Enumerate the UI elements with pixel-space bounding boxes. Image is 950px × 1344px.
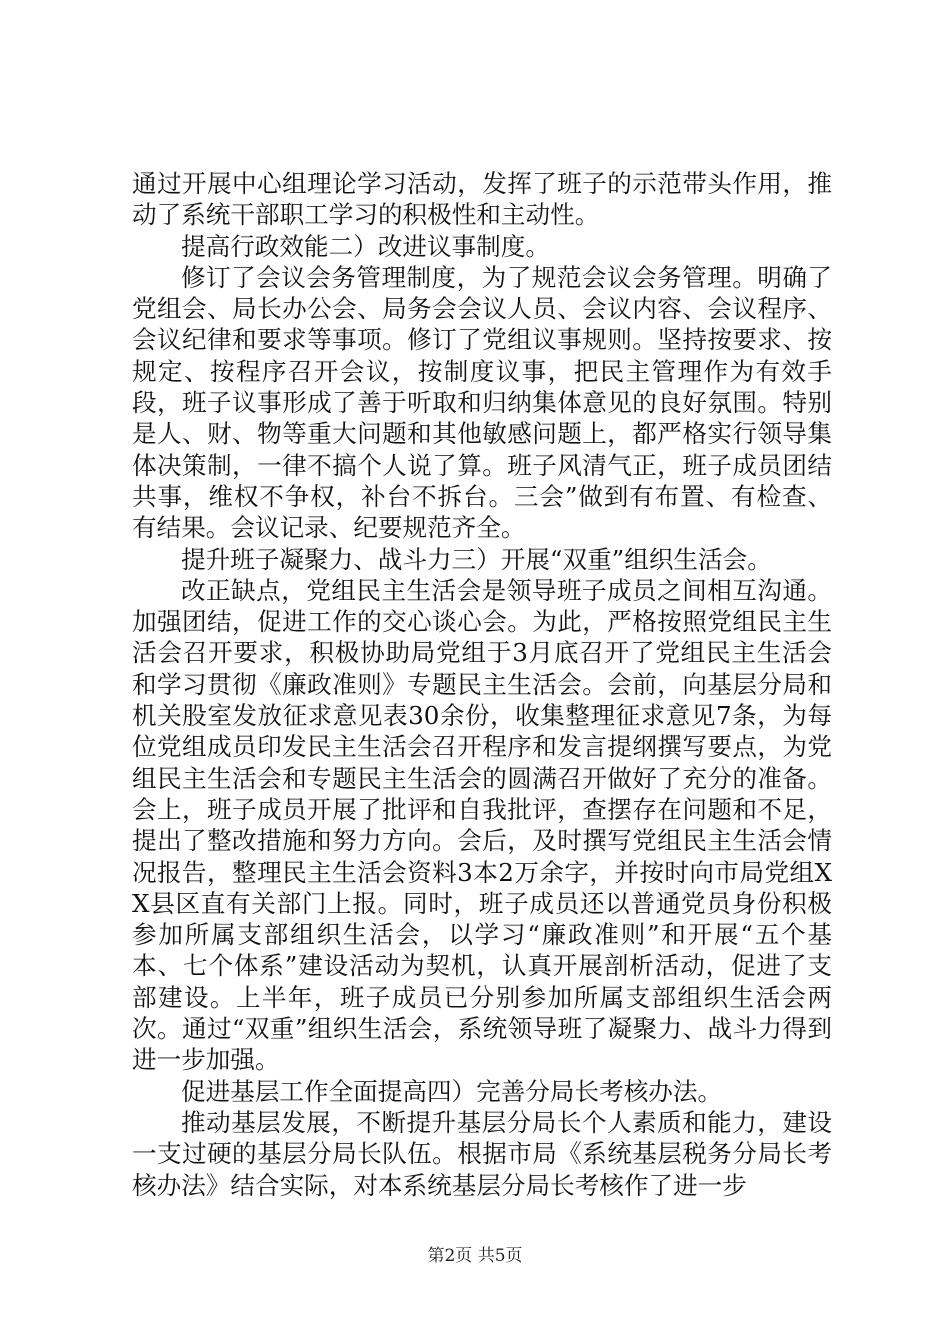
- paragraph-5: 改正缺点，党组民主生活会是领导班子成员之间相互沟通。加强团结，促进工作的交心谈心会。为此，严格按照党组民主生活会召开要求，积极协助局党组于3月底召开了党组民主生活会和学习贯彻《廉政准则》专题民主生活会。会前，向基层分局和机关股室发放征求意见表30余份，收集整理征求意见7条，为每位党组成员印发民主生活会召开程序和发言提纲撰写要点，为党组民主生活会和专题民主生活会的圆满召开做好了充分的准备。会上，班子成员开展了批评和自我批评，查摆存在问题和不足，提出了整改措施和努力方向。会后，及时撰写党组民主生活会情况报告，整理民主生活会资料3本2万余字，并按时向市局党组XX县区直有关部门上报。同时，班子成员还以普通党员身份积极参加所属支部组织生活会，以学习“廉政准则”和开展“五个基本、七个体系”建设活动为契机，认真开展剖析活动，促进了支部建设。上半年，班子成员已分别参加所属支部组织生活会两次。通过“双重”组织生活会，系统领导班了凝聚力、战斗力得到进一步加强。: [132, 575, 832, 1075]
- section-heading-2: 提高行政效能二）改进议事制度。: [181, 231, 550, 261]
- page-footer: 第2页 共5页: [427, 1246, 523, 1266]
- paragraph-1: 通过开展中心组理论学习活动，发挥了班子的示范带头作用，推动了系统干部职工学习的积极性和主动性。: [132, 169, 832, 230]
- section-heading-4: 促进基层工作全面提高四）完善分局长考核办法。: [181, 1076, 723, 1106]
- section-heading-3: 提升班子凝聚力、战斗力三）开展“双重”组织生活会。: [181, 544, 772, 574]
- document-body: [132, 168, 832, 1201]
- paragraph-7: 推动基层发展，不断提升基层分局长个人素质和能力，建设一支过硬的基层分局长队伍。根据市局《系统基层税务分局长考核办法》结合实际，对本系统基层分局长考核作了进一步: [132, 1107, 832, 1200]
- paragraph-3: 修订了会议会务管理制度，为了规范会议会务管理。明确了党组会、局长办公会、局务会会议人员、会议内容、会议程序、会议纪律和要求等事项。修订了党组议事规则。坚持按要求、按规定、按程序召开会议，按制度议事，把民主管理作为有效手段，班子议事形成了善于听取和归纳集体意见的良好氛围。特别是人、财、物等重大问题和其他敏感问题上，都严格实行领导集体决策制，一律不搞个人说了算。班子风清气正，班子成员团结共事，维权不争权，补台不拆台。三会”做到有布置、有检查、有结果。会议记录、纪要规范齐全。: [132, 262, 832, 543]
